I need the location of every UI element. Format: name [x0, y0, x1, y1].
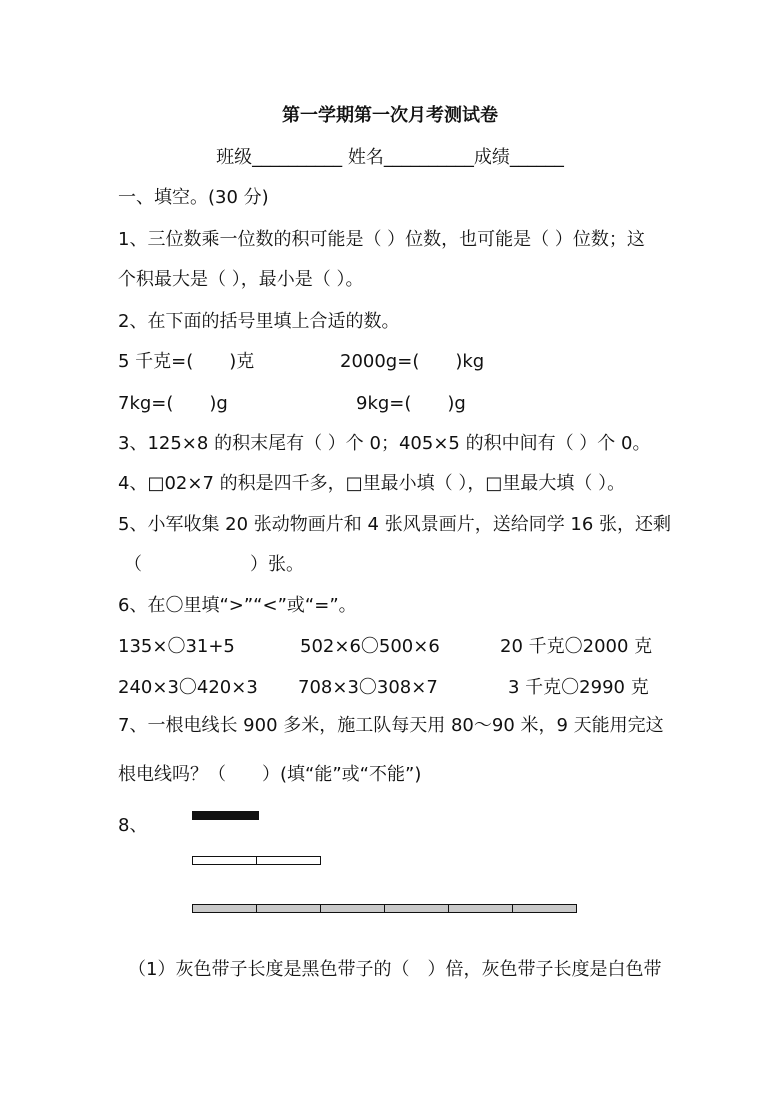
white-strip-segment: [192, 856, 257, 865]
question-2: 2、在下面的括号里填上合适的数。: [118, 311, 400, 332]
gray-strip-segment: [320, 904, 385, 913]
question-6-item: 240×3〇420×3: [118, 677, 258, 698]
gray-strip-segment: [512, 904, 577, 913]
gray-strip-segment: [256, 904, 321, 913]
question-1-line-2: 个积最大是（ ），最小是（ ）。: [118, 269, 364, 290]
question-5-line-2: （ ）张。: [124, 554, 304, 575]
question-4: 4、□02×7 的积是四千多，□里最小填（ ），□里最大填（ ）。: [118, 473, 626, 494]
student-info-line: 班级__________ 姓名__________成绩______: [216, 147, 564, 168]
question-7-line-1: 7、一根电线长 900 多米，施工队每天用 80～90 米，9 天能用完这: [118, 715, 664, 736]
question-5-line-1: 5、小军收集 20 张动物画片和 4 张风景画片，送给同学 16 张，还剩: [118, 514, 672, 535]
question-2-item: 7kg=( )g: [118, 393, 228, 414]
question-6-item: 3 千克〇2990 克: [508, 677, 649, 698]
question-1-line-1: 1、三位数乘一位数的积可能是（ ）位数，也可能是（ ）位数；这: [118, 229, 645, 250]
question-3: 3、125×8 的积末尾有（ ）个 0；405×5 的积中间有（ ）个 0。: [118, 433, 651, 454]
question-7-line-2: 根电线吗？（ ）(填“能”或“不能”): [118, 764, 422, 785]
question-6: 6、在〇里填“>”“<”或“=”。: [118, 595, 357, 616]
gray-strip: [192, 904, 577, 913]
question-8-label: 8、: [118, 815, 148, 836]
question-2-item: 5 千克=( )克: [118, 351, 255, 372]
gray-strip-segment: [384, 904, 449, 913]
question-8-sub-1: （1）灰色带子长度是黑色带子的（ ）倍，灰色带子长度是白色带: [128, 959, 662, 980]
question-6-item: 135×〇31+5: [118, 636, 235, 657]
question-6-item: 708×3〇308×7: [298, 677, 438, 698]
page-title: 第一学期第一次月考测试卷: [282, 105, 498, 126]
question-2-item: 9kg=( )g: [356, 393, 466, 414]
white-strip-segment: [256, 856, 321, 865]
gray-strip-segment: [192, 904, 257, 913]
section-heading: 一、填空。(30 分): [118, 187, 269, 208]
question-6-item: 20 千克〇2000 克: [500, 636, 653, 657]
white-strip: [192, 856, 321, 865]
question-2-item: 2000g=( )kg: [340, 351, 485, 372]
gray-strip-segment: [448, 904, 513, 913]
question-6-item: 502×6〇500×6: [300, 636, 440, 657]
black-strip: [192, 811, 259, 820]
